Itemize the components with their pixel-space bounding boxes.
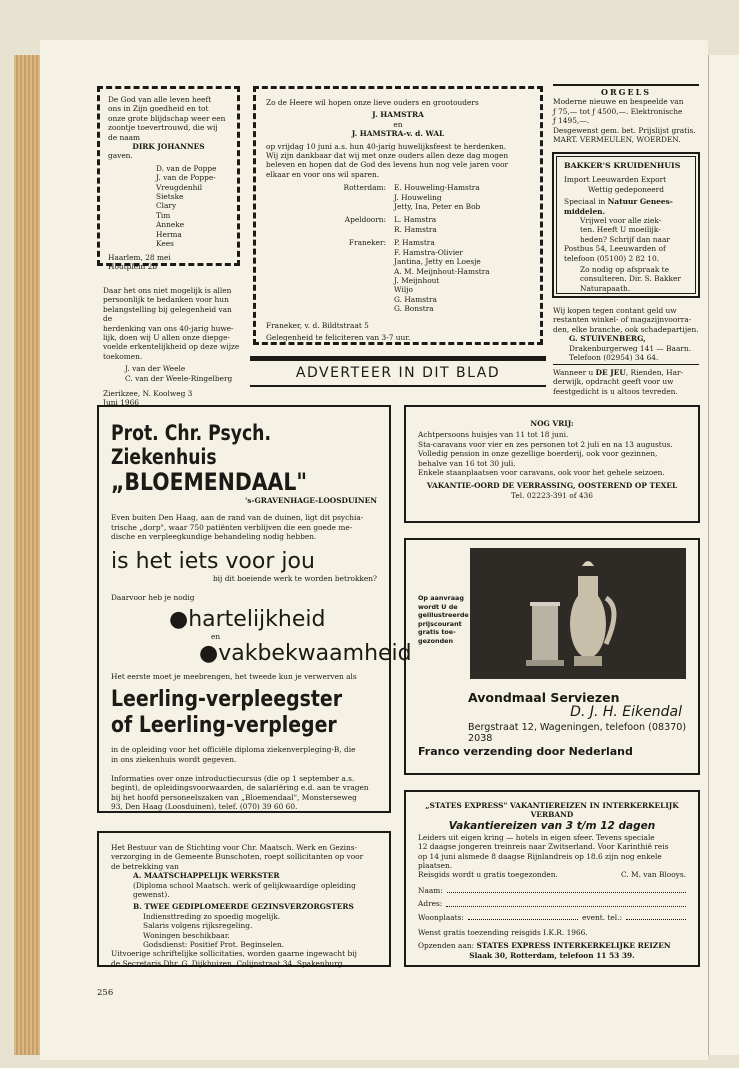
family-member: J. Houweling <box>394 192 442 202</box>
family-group <box>266 183 530 211</box>
text-line: Indiensttreding zo spoedig mogelijk. <box>143 911 281 921</box>
quality-2 <box>111 640 412 666</box>
hospital-info <box>111 774 377 812</box>
address-line: Juni 1966 <box>103 398 140 408</box>
signer-name: J. van de Poppe- <box>156 173 216 183</box>
text-line: Zo nodig op afspraak te <box>580 265 670 275</box>
family-member: Jetty, Ina, Peter en Bob <box>394 202 481 212</box>
vacancy-b-details <box>111 912 377 950</box>
birth-announcement <box>97 86 240 271</box>
form-naam-field[interactable] <box>447 886 686 893</box>
stuivenberg-address: Drakenburgerweg 141 — Baarn. <box>569 343 691 353</box>
text-line: 12 daagse jongeren treinreis naar Zwitserland. Voor Karinthië reis <box>418 842 669 852</box>
text-line: de naam <box>108 132 141 142</box>
hospital-intro <box>111 513 377 541</box>
states-sign: C. M. van Blooys. <box>620 870 686 880</box>
address-line: Haarlem, 28 mei <box>108 252 171 262</box>
text-line: in de opleiding voor het officiële diploma ziekenverpleging-B, die <box>111 745 356 755</box>
dejeu-c: , Rienden, Har- <box>625 368 684 377</box>
signer-name: D. van de Poppe <box>156 163 217 173</box>
orgels-ad <box>553 88 699 150</box>
anniv-en: en <box>393 119 403 129</box>
dejeu-b: DE JEU <box>595 368 626 377</box>
text-line: in ons ziekenhuis wordt gegeven. <box>111 754 237 764</box>
anniversary-announcement <box>253 86 543 345</box>
orgels-text <box>553 97 699 125</box>
signer-name: J. van der Weele <box>125 364 186 374</box>
avondmaal-franco: Franco verzending door Nederland <box>418 745 633 758</box>
text-line: Naturapaath. <box>580 283 631 293</box>
text-line: geïllustreerde <box>418 611 469 620</box>
text-line: Wij kopen tegen contant geld uw <box>553 306 677 315</box>
bullet-icon: ● <box>169 607 189 633</box>
family-member: E. Houweling-Hamstra <box>394 183 480 193</box>
kruidenhuis-ad <box>552 152 700 298</box>
texel-phone: Tel. 02223-391 of 436 <box>511 490 593 500</box>
form-adres-row[interactable] <box>418 899 686 908</box>
anniv-text <box>266 142 530 180</box>
text-line: Achtpersoons huisjes van 11 tot 18 juni. <box>418 430 569 440</box>
states-title1: „STATES EXPRESS" VAKANTIEREIZEN IN INTERKERKELIJK <box>425 801 679 810</box>
text-line: elkaar en voor ons wil sparen. <box>266 169 380 179</box>
thanks-text <box>103 286 243 361</box>
address-line: Houtplein 2b <box>108 261 157 271</box>
signer-name: Kees <box>156 239 174 249</box>
kruidenhuis-l2: Wettig gedeponeerd <box>588 184 664 194</box>
bunschoten-outro <box>111 949 377 968</box>
orgels-rule <box>553 84 699 86</box>
texel-name: VAKANTIE-OORD DE VERRASSING, OOSTEREND OP TEXEL <box>426 481 678 491</box>
hospital-name: „BLOEMENDAAL" <box>111 468 307 496</box>
signer-name: C. van der Weele-Ringelberg <box>125 373 233 383</box>
communion-set-photo <box>470 548 686 679</box>
stuivenberg-phone: Telefoon (02954) 34 64. <box>569 353 659 363</box>
text-line: de Secretaris Dhr. G. Dijkhuizen, Colijnstraat 34, Spakenburg. <box>111 958 345 968</box>
text-line: derwijk, opdracht geeft voor uw <box>553 377 674 387</box>
hospital-learn: Het eerste moet je meebrengen, het tweede kun je verwerven als <box>111 671 357 681</box>
text-line: 93, Den Haag (Loosduinen), telef. (070) 39 60 60. <box>111 802 298 812</box>
text-line: dische en verpleegkundige behandeling nodig hebben. <box>111 532 317 542</box>
text-line: De God van alle leven heeft <box>108 95 212 104</box>
kruidenhuis-title: BAKKER'S KRUIDENHUIS <box>564 161 681 170</box>
text-line: Op aanvraag <box>418 594 464 602</box>
hospital-training <box>111 745 377 764</box>
hospital-title: Prot. Chr. Psych. Ziekenhuis <box>111 421 271 469</box>
text-line: Sta-caravans voor vier en zes personen tot 2 juli en na 13 augustus. <box>418 439 673 449</box>
text-line: Uitvoerige schriftelijke sollicitaties, worden gaarne ingewacht bij <box>111 949 357 959</box>
text-line: bij het hoofd personeelszaken van „Bloemendaal", Monsterseweg <box>111 792 357 802</box>
states-opz: Opzenden aan: <box>418 941 477 951</box>
text-line: plaatsen. <box>418 861 453 871</box>
texel-text <box>418 430 686 477</box>
text-line: Woningen beschikbaar. <box>143 930 230 940</box>
dejeu-text <box>553 377 701 396</box>
vacancy-a: A. MAATSCHAPPELIJK WERKSTER <box>133 871 280 881</box>
text-line: prijscourant <box>418 619 462 628</box>
family-member: L. Hamstra <box>394 215 437 225</box>
dejeu-a: Wanneer u <box>553 368 596 377</box>
kruidenhuis-l6 <box>564 265 688 293</box>
anniv-family <box>266 183 530 313</box>
form-adres-label: Adres: <box>418 899 443 909</box>
text-line: de betrekking van <box>111 861 179 871</box>
bullet-icon: ● <box>199 640 219 666</box>
text-line: ƒ 1495,—. <box>553 116 589 126</box>
advertise-banner: ADVERTEER IN DIT BLAD <box>295 365 501 381</box>
hospital-subline: bij dit boeiende werk te worden betrokken? <box>212 573 377 583</box>
family-place: Franeker: <box>348 238 386 248</box>
text-line: (Diploma school Maatsch. werk of gelijkwaardige opleiding <box>133 880 356 890</box>
text-line: Het Bestuur van de Stichting voor Chr. Maatsch. Werk en Gezins- <box>111 843 358 852</box>
text-line: den, elke branche, ook schadepartijen. <box>553 324 699 334</box>
signer-name: Vreugdenhil <box>156 182 203 192</box>
text-line: ƒ 75,— tot ƒ 4500,—. Elektronische <box>553 106 683 116</box>
text-line: zoontje toevertrouwd, die wij <box>108 123 218 133</box>
text-line: Leiders uit eigen kring — hotels in eigen sfeer. Tevens speciale <box>418 832 655 842</box>
form-naam-row[interactable] <box>418 886 686 895</box>
family-names <box>394 183 480 211</box>
states-headline: Vakantiereizen van 3 t/m 12 dagen <box>448 819 656 832</box>
states-title2: VERBAND <box>530 810 574 820</box>
family-names <box>394 238 490 313</box>
stuivenberg-text <box>553 306 701 334</box>
text-line: Even buiten Den Haag, aan de rand van de duinen, ligt dit psychia- <box>111 513 364 523</box>
form-woon-label: Woonplaats: <box>418 912 464 922</box>
birth-signers <box>108 164 229 249</box>
text-line: behalve van 16 tot 30 juli. <box>418 458 516 468</box>
text-line: voelde erkentelijkheid op deze wijze <box>103 342 240 352</box>
child-name: DIRK JOHANNES <box>132 142 205 152</box>
form-woon-field[interactable] <box>468 913 578 920</box>
anniv-reception: Gelegenheid te feliciteren van 3-7 uur. <box>266 332 411 342</box>
text-line: consulteren. Dir. S. Bakker <box>580 274 681 284</box>
dejeu-rule <box>553 364 699 365</box>
family-member: R. Hamstra <box>394 224 437 234</box>
family-place: Apeldoorn: <box>344 215 386 225</box>
banner-rule-bottom <box>250 385 546 387</box>
avondmaal-side-text <box>418 594 469 646</box>
avondmaal-firm: D. J. H. Eikendal <box>570 704 682 720</box>
text-line: begint), de opleidingsvoorwaarden, de salariëring e.d. aan te vragen <box>111 783 369 793</box>
goblet-jug-icon <box>470 548 686 679</box>
text-line: gewenst). <box>133 890 170 900</box>
states-wenst: Wenst gratis toezending reisgids I.K.R. 1966. <box>418 928 588 938</box>
address-line: Zierikzee, N. Koolweg 3 <box>103 389 193 399</box>
kruidenhuis-l5 <box>564 244 688 263</box>
anniv-address: Franeker, v. d. Bildtstraat 5 <box>266 320 369 330</box>
quality-2-label: vakbekwaamheid <box>218 640 412 666</box>
orgels-line2: Desgewenst gem. bet. Prijslijst gratis. <box>553 125 696 135</box>
states-opzb: STATES EXPRESS INTERKERKELIJKE REIZEN <box>476 941 671 951</box>
birth-address <box>108 253 229 272</box>
stuivenberg-ad <box>553 306 701 362</box>
quality-1 <box>111 608 377 632</box>
text-line: Postbus 54, Leeuwarden of <box>564 244 666 254</box>
form-adres-field[interactable] <box>446 899 686 906</box>
job-title-1: Leerling-verpleegster <box>111 687 343 713</box>
anniv-name1: J. HAMSTRA <box>372 110 424 120</box>
texel-title: NOG VRIJ: <box>530 419 574 428</box>
text-line: feestgedicht is u altoos tevreden. <box>553 386 678 396</box>
text-line: heden? Schrijf dan naar <box>580 234 670 244</box>
signer-name: Clary <box>156 201 177 211</box>
anniv-intro: Zo de Heere wil hopen onze lieve ouders en grootouders <box>266 98 479 107</box>
text-line: telefoon (05100) 2 82 10. <box>564 253 660 263</box>
avondmaal-address: Bergstraat 12, Wageningen, telefoon (08370) 2038 <box>468 722 687 744</box>
family-member: A. M. Meijnhout-Hamstra <box>394 266 490 276</box>
family-member: Wiljo <box>394 285 413 295</box>
text-line: gezonden <box>418 636 454 645</box>
bunschoten-ad <box>97 831 391 967</box>
orgels-line3: MART. VERMEULEN, WOERDEN. <box>553 135 681 145</box>
text-line: ten. Heeft U moeilijk- <box>580 225 661 235</box>
vacancy-a-details <box>111 881 377 900</box>
texel-ad <box>404 405 700 523</box>
kruidenhuis-l3c: middelen. <box>564 206 606 216</box>
kruidenhuis-l3b: Natuur Genees- <box>607 197 673 207</box>
signer-name: Sietske <box>156 192 184 202</box>
vacancy-b: B. TWEE GEDIPLOMEERDE GEZINSVERZORGSTERS <box>133 902 354 912</box>
family-group <box>266 238 530 313</box>
hospital-need: Daarvoor heb je nodig <box>111 593 195 603</box>
text-line: onze grote blijdschap weer een <box>108 113 226 123</box>
text-line: op 14 juni alsmede 8 daagse Rijnlandreis op 18.6 zijn nog enkele <box>418 851 662 861</box>
dejeu-ad <box>553 368 701 400</box>
form-naam-label: Naam: <box>418 885 443 895</box>
text-line: Wij zijn dankbaar dat wij met onze ouders allen deze dag mogen <box>266 151 509 161</box>
orgels-title: ORGELS <box>601 87 651 97</box>
bunschoten-intro <box>111 843 377 871</box>
text-line: restanten winkel- of magazijnvoorra- <box>553 315 692 325</box>
text-line: Daar het ons niet mogelijk is allen <box>103 286 232 295</box>
text-line: Godsdienst: Positief Prot. Beginselen. <box>143 940 285 950</box>
birth-gaven: gaven. <box>108 151 133 161</box>
quality-en: en <box>211 632 221 642</box>
text-line: trische „dorp", waar 750 patiënten verblijven die een goede me- <box>111 522 353 532</box>
adjacent-page-strip <box>708 55 739 1055</box>
kruidenhuis-l3a: Speciaal in <box>564 197 608 207</box>
text-line: toekomen. <box>103 351 143 361</box>
kruidenhuis-l1: Import Leeuwarden Export <box>564 175 667 185</box>
text-line: Enkele staanplaatsen voor caravans, ook voor het gehele seizoen. <box>418 468 665 478</box>
states-opz2: Slaak 30, Rotterdam, telefoon 11 53 39. <box>469 950 635 960</box>
family-member: P. Hamstra <box>394 238 435 248</box>
hospital-place: 's-GRAVENHAGE-LOOSDUINEN <box>245 496 377 505</box>
text-line: herdenking van ons 40-jarig huwe- <box>103 323 234 333</box>
anniv-name2: J. HAMSTRA-v. d. WAL <box>351 129 445 139</box>
text-line: beleven en hopen dat de God des levens hun nog vele jaren voor <box>266 160 509 170</box>
family-member: F. Hamstra-Olivier <box>394 247 463 257</box>
form-tel-field[interactable] <box>626 913 686 920</box>
text-line: Vrijwel voor alle ziek- <box>580 216 662 226</box>
stuivenberg-name: G. STUIVENBERG, <box>569 334 646 344</box>
text-line: Informaties over onze introductiecursus (die op 1 september a.s. <box>111 774 355 784</box>
form-tel-label: event. tel.: <box>582 912 622 922</box>
avondmaal-title: Avondmaal Serviezen <box>468 690 620 705</box>
avondmaal-ad <box>404 538 700 775</box>
banner-rule-top <box>250 356 546 361</box>
text-line: wordt U de <box>418 602 458 611</box>
job-title-2: of Leerling-verpleger <box>111 713 337 739</box>
family-member: J. Meijnhout <box>394 275 440 285</box>
page-edge <box>14 55 40 1055</box>
states-express-ad <box>404 790 700 967</box>
text-line: belangstelling bij gelegenheid van de <box>103 304 232 324</box>
text-line: ons in Zijn goedheid en tot <box>108 104 209 114</box>
family-member: G. Hamstra <box>394 294 437 304</box>
family-member: G. Bonstra <box>394 304 434 314</box>
states-gratis: Reisgids wordt u gratis toegezonden. <box>418 870 558 880</box>
signer-name: Anneke <box>156 220 185 230</box>
family-place: Rotterdam: <box>343 183 386 193</box>
page-number: 256 <box>97 988 114 998</box>
quality-1-label: hartelijkheid <box>188 607 326 633</box>
kruidenhuis-l4 <box>564 216 688 244</box>
bloemendaal-ad <box>97 405 412 813</box>
signer-name: Herma <box>156 229 182 239</box>
states-text <box>418 833 686 871</box>
family-names <box>394 215 437 234</box>
text-line: verzorging in de Gemeente Bunschoten, roept sollicitanten op voor <box>111 852 364 862</box>
family-group <box>266 215 530 234</box>
text-line: op vrijdag 10 juni a.s. hun 40-jarig huwelijksfeest te herdenken. <box>266 141 507 151</box>
thanks-signers <box>103 364 243 383</box>
text-line: gratis toe- <box>418 628 456 637</box>
hospital-headline: is het iets voor jou <box>111 548 315 574</box>
text-line: persoonlijk te bedanken voor hun <box>103 295 229 305</box>
text-line: Volledig pension in onze gezellige boerderij, ook voor gezinnen, <box>418 449 658 459</box>
birth-text <box>108 95 229 142</box>
text-line: lijk, doen wij U allen onze diepge- <box>103 333 231 343</box>
text-line: Salaris volgens rijksregeling. <box>143 921 253 931</box>
thanks-notice <box>103 286 243 408</box>
text-line: Moderne nieuwe en bespeelde van <box>553 97 684 107</box>
form-woon-row[interactable] <box>418 913 686 922</box>
family-member: Jantina, Jetty en Loesje <box>394 257 481 267</box>
signer-name: Tim <box>156 210 171 220</box>
